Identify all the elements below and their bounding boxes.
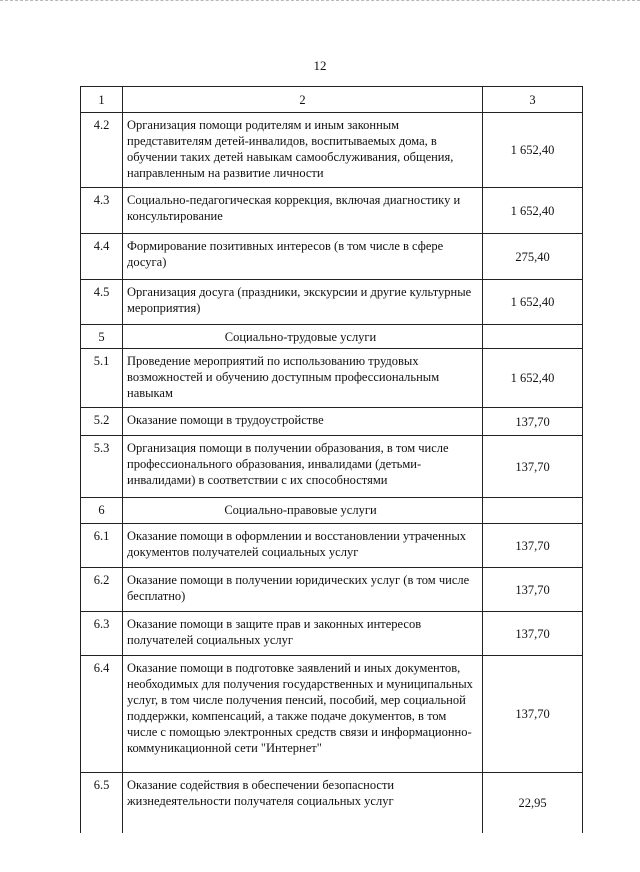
row-number: 6.5	[81, 773, 123, 833]
service-price: 1 652,40	[483, 349, 583, 408]
service-name: Оказание помощи в получении юридических услуг (в том числе бесплатно)	[123, 568, 483, 612]
service-price: 275,40	[483, 234, 583, 280]
services-table	[80, 86, 583, 833]
service-price: 22,95	[483, 773, 583, 833]
service-price: 137,70	[483, 436, 583, 498]
table-row	[81, 612, 583, 656]
table-header-row	[81, 87, 583, 113]
row-number: 4.3	[81, 188, 123, 234]
table-row	[81, 408, 583, 436]
service-name: Оказание содействия в обеспечении безопасности жизнедеятельности получателя социальных услуг	[123, 773, 483, 833]
service-price: 137,70	[483, 656, 583, 773]
row-number: 4.2	[81, 113, 123, 188]
section-row	[81, 325, 583, 349]
table-row	[81, 436, 583, 498]
service-price: 137,70	[483, 612, 583, 656]
scan-artifact-line	[0, 0, 640, 27]
service-name: Оказание помощи в оформлении и восстановлении утраченных документов получателей социальных услуг	[123, 524, 483, 568]
table-row	[81, 280, 583, 325]
service-price: 1 652,40	[483, 113, 583, 188]
service-price: 137,70	[483, 568, 583, 612]
row-number: 4.4	[81, 234, 123, 280]
service-name: Организация помощи родителям и иным законным представителям детей-инвалидов, воспитываемых дома, в обучении таких детей навыкам самообслуживания, общения, направленным на развитие личности	[123, 113, 483, 188]
table-row	[81, 524, 583, 568]
table-row	[81, 188, 583, 234]
row-number: 6.2	[81, 568, 123, 612]
table-row	[81, 349, 583, 408]
table-row	[81, 568, 583, 612]
table-row	[81, 656, 583, 773]
section-price	[483, 498, 583, 524]
service-name: Оказание помощи в защите прав и законных интересов получателей социальных услуг	[123, 612, 483, 656]
service-price: 137,70	[483, 524, 583, 568]
table-row	[81, 234, 583, 280]
service-name: Проведение мероприятий по использованию трудовых возможностей и обучению доступным профессиональным навыкам	[123, 349, 483, 408]
service-name: Организация помощи в получении образования, в том числе профессионального образования, инвалидами (детьми-инвалидами) в соответствии с их способностями	[123, 436, 483, 498]
table-row	[81, 773, 583, 833]
service-name: Оказание помощи в подготовке заявлений и иных документов, необходимых для получения государственных и муниципальных услуг, в том числе получения пенсий, пособий, мер социальной поддержки, компенсаций, а также подаче документов, в том числе с помощью электронных средств связи и информационно-коммуникационной сети "Интернет"	[123, 656, 483, 773]
section-title: Социально-правовые услуги	[123, 498, 483, 524]
service-price: 137,70	[483, 408, 583, 436]
section-price	[483, 325, 583, 349]
service-name: Формирование позитивных интересов (в том числе в сфере досуга)	[123, 234, 483, 280]
service-price: 1 652,40	[483, 280, 583, 325]
row-number: 6.3	[81, 612, 123, 656]
column-header-price: 3	[483, 87, 583, 113]
column-header-service: 2	[123, 87, 483, 113]
page-number: 12	[313, 58, 327, 73]
section-title: Социально-трудовые услуги	[123, 325, 483, 349]
table-row	[81, 113, 583, 188]
row-number: 6.1	[81, 524, 123, 568]
column-header-number: 1	[81, 87, 123, 113]
row-number: 5.3	[81, 436, 123, 498]
section-row	[81, 498, 583, 524]
row-number: 6.4	[81, 656, 123, 773]
section-number: 6	[81, 498, 123, 524]
row-number: 5.1	[81, 349, 123, 408]
section-number: 5	[81, 325, 123, 349]
row-number: 5.2	[81, 408, 123, 436]
service-name: Оказание помощи в трудоустройстве	[123, 408, 483, 436]
service-name: Организация досуга (праздники, экскурсии и другие культурные мероприятия)	[123, 280, 483, 325]
service-price: 1 652,40	[483, 188, 583, 234]
row-number: 4.5	[81, 280, 123, 325]
service-name: Социально-педагогическая коррекция, включая диагностику и консультирование	[123, 188, 483, 234]
